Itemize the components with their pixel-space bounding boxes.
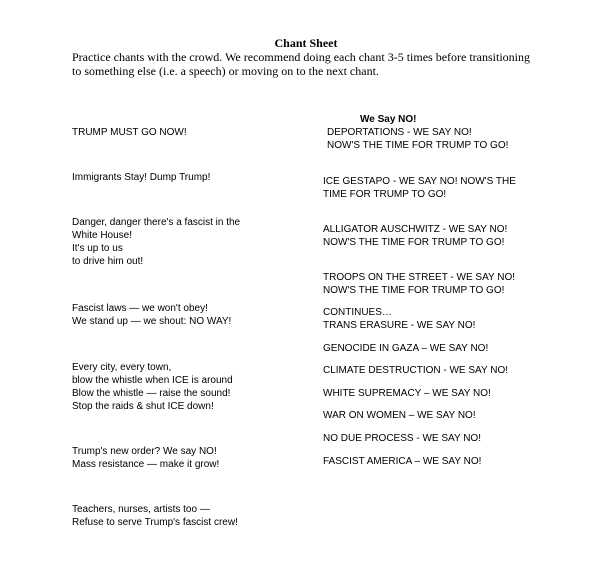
chant-line: WAR ON WOMEN – WE SAY NO! xyxy=(323,410,476,421)
chant-block xyxy=(72,361,233,413)
chant-line: NOW'S THE TIME FOR TRUMP TO GO! xyxy=(323,285,505,296)
chant-block xyxy=(72,216,240,268)
chant-line: FASCIST AMERICA – WE SAY NO! xyxy=(323,456,482,467)
chant-block xyxy=(327,126,508,152)
chant-line: DEPORTATIONS - WE SAY NO! xyxy=(327,127,472,138)
chant-block xyxy=(72,503,238,529)
chant-line: Immigrants Stay! Dump Trump! xyxy=(72,172,211,183)
chant-line: ALLIGATOR AUSCHWITZ - WE SAY NO! xyxy=(323,224,508,235)
intro-line-2: to something else (i.e. a speech) or moving on to the next chant. xyxy=(72,64,379,78)
chant-block xyxy=(323,432,481,445)
chant-line: Stop the raids & shut ICE down! xyxy=(72,401,214,412)
chant-block xyxy=(323,175,516,201)
chant-line: TIME FOR TRUMP TO GO! xyxy=(323,189,447,200)
chant-line: Mass resistance — make it grow! xyxy=(72,459,220,470)
chant-line: Every city, every town, xyxy=(72,362,172,373)
page-title: Chant Sheet xyxy=(274,36,338,50)
chant-line: Danger, danger there's a fascist in the xyxy=(72,217,241,228)
chant-line: TRANS ERASURE - WE SAY NO! xyxy=(323,320,476,331)
we-say-no-heading: We Say NO! xyxy=(360,114,417,125)
chant-line: CLIMATE DESTRUCTION - WE SAY NO! xyxy=(323,365,509,376)
chant-block xyxy=(323,271,515,297)
chant-line: Refuse to serve Trump's fascist crew! xyxy=(72,517,238,528)
chant-line: White House! xyxy=(72,230,133,241)
chant-block xyxy=(323,223,507,249)
chant-block xyxy=(323,455,481,468)
chant-block xyxy=(72,126,187,139)
chant-line: We stand up — we shout: NO WAY! xyxy=(72,316,232,327)
chant-line: TROOPS ON THE STREET - WE SAY NO! xyxy=(323,272,516,283)
chant-block xyxy=(323,342,488,355)
chant-block xyxy=(323,306,475,332)
chant-block xyxy=(72,302,231,328)
chant-line: Teachers, nurses, artists too — xyxy=(72,504,210,515)
chant-block xyxy=(72,171,210,184)
intro-line-1: Practice chants with the crowd. We recommend doing each chant 3-5 times before transitioning xyxy=(72,50,530,64)
chant-line: ICE GESTAPO - WE SAY NO! NOW'S THE xyxy=(323,176,516,187)
chant-line: It's up to us xyxy=(72,243,123,254)
chant-line: Trump's new order? We say NO! xyxy=(72,446,217,457)
chant-line: TRUMP MUST GO NOW! xyxy=(72,127,187,138)
chant-line: Blow the whistle — raise the sound! xyxy=(72,388,231,399)
chant-block xyxy=(323,387,491,400)
chant-line: GENOCIDE IN GAZA – WE SAY NO! xyxy=(323,343,489,354)
chant-block xyxy=(72,445,219,471)
chant-line: CONTINUES… xyxy=(323,307,392,318)
chant-line: NOW'S THE TIME FOR TRUMP TO GO! xyxy=(323,237,505,248)
chant-line: Fascist laws — we won't obey! xyxy=(72,303,208,314)
chant-line: to drive him out! xyxy=(72,256,144,267)
chant-block xyxy=(323,409,476,422)
chant-line: NOW'S THE TIME FOR TRUMP TO GO! xyxy=(327,140,509,151)
chant-line: NO DUE PROCESS - WE SAY NO! xyxy=(323,433,481,444)
chant-line: WHITE SUPREMACY – WE SAY NO! xyxy=(323,388,491,399)
chant-block xyxy=(323,364,508,377)
chant-line: blow the whistle when ICE is around xyxy=(72,375,233,386)
